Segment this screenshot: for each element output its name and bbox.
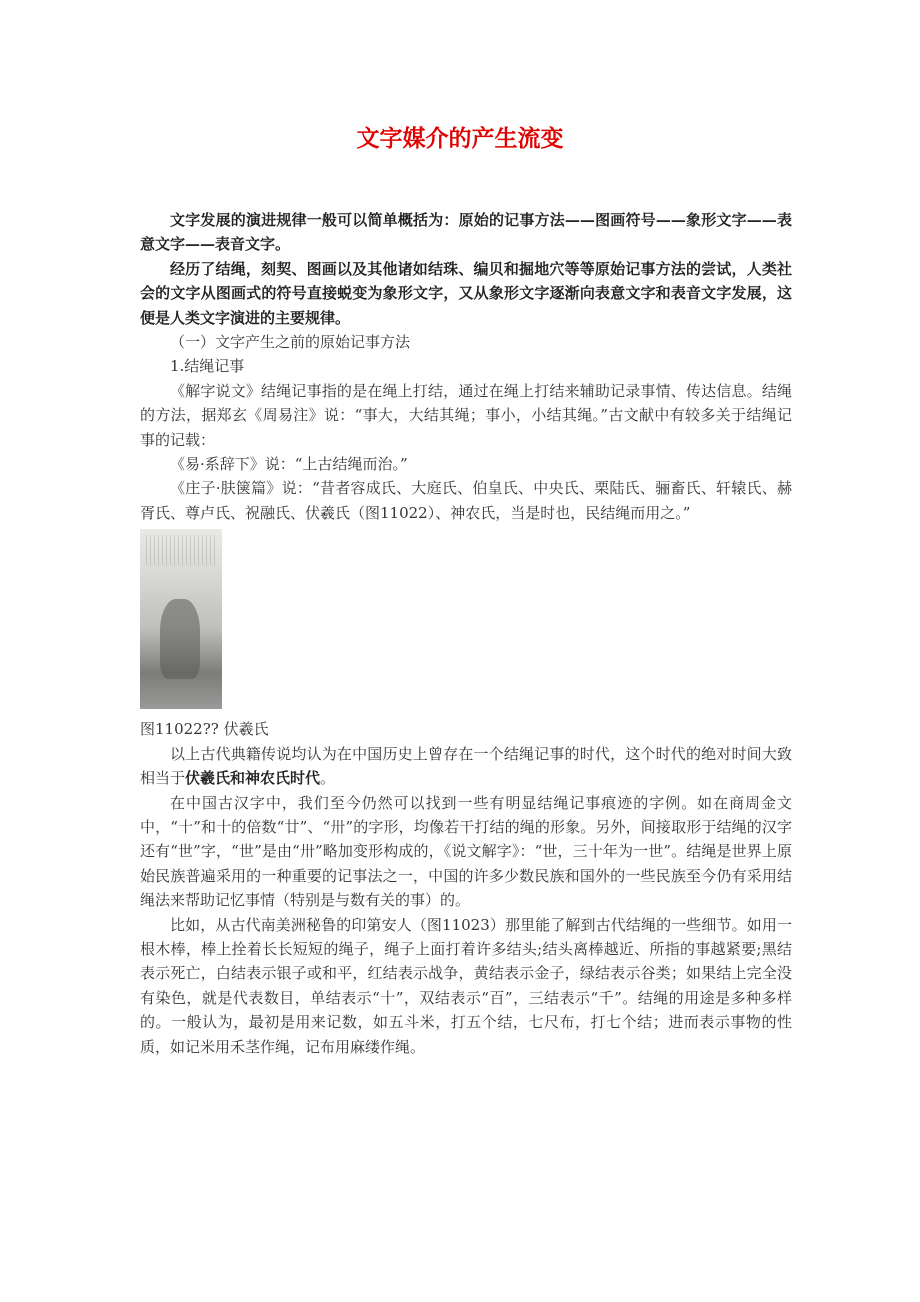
text: 。 xyxy=(320,769,336,788)
paragraph: 《解字说文》结绳记事指的是在绳上打结，通过在绳上打结来辅助记录事情、传达信息。结绳的方法，据郑玄《周易注》说：“事大，大结其绳；事小，小结其绳。”古文献中有较多关于结绳记事的记载： xyxy=(140,381,792,449)
subsection-heading: 1.结绳记事 xyxy=(170,357,245,376)
figure-caption: 图11022?? 伏羲氏 xyxy=(140,720,269,739)
section-heading: （一）文字产生之前的原始记事方法 xyxy=(170,333,411,352)
paragraph xyxy=(140,742,792,791)
document-body xyxy=(140,208,792,1059)
fuxi-painting-image xyxy=(140,529,222,709)
paragraph: 在中国古汉字中，我们至今仍然可以找到一些有明显结绳记事痕迹的字例。如在商周金文中，“十”和十的倍数“廿”、“卅”的字形，均像若干打结的绳的形象。另外，间接取形于结绳的汉字还有“世”字，“世”是由“卅”略加变形构成的，《说文解字》：“世，三十年为一世”。结绳是世界上原始民族普遍采用的一种重要的记事法之一，中国的许多少数民族和国外的一些民族至今仍有采用结绳法来帮助记忆事情（特别是与数有关的事）的。 xyxy=(140,793,792,910)
text: 以上古代典籍传说均认为在中国历史上曾存在一个结绳记事的时代，这个时代的绝对时间大致相当于 xyxy=(140,744,792,788)
paragraph: 《庄子·肤箧篇》说：“昔者容成氏、大庭氏、伯皇氏、中央氏、栗陆氏、骊畜氏、轩辕氏、赫胥氏、尊卢氏、祝融氏、伏羲氏（图11022）、神农氏，当是时也，民结绳而用之。” xyxy=(140,479,792,522)
document-title: 文字媒介的产生流变 xyxy=(356,125,564,152)
paragraph-summary: 经历了结绳，刻契、图画以及其他诸如结珠、编贝和掘地穴等等原始记事方法的尝试，人类社会的文字从图画式的符号直接蜕变为象形文字，又从象形文字逐渐向表意文字和表音文字发展，这便是人类文字演进的主要规律。 xyxy=(140,259,792,327)
paragraph-intro: 文字发展的演进规律一般可以简单概括为：原始的记事方法——图画符号——象形文字——表意文字——表音文字。 xyxy=(140,211,792,254)
paragraph: 《易·系辞下》说：“上古结绳而治。” xyxy=(170,455,408,474)
paragraph: 比如，从古代南美洲秘鲁的印第安人（图11023）那里能了解到古代结绳的一些细节。如用一根木棒，棒上拴着长长短短的绳子，绳子上面打着许多结头;结头离棒越近、所指的事越紧要;黑结表示死亡，白结表示银子或和平，红结表示战争，黄结表示金子，绿结表示谷类；如果结上完全没有染色，就是代表数目，单结表示“十”，双结表示“百”，三结表示“千”。结绳的用途是多种多样的。一般认为，最初是用来记数，如五斗米，打五个结，七尺布，打七个结；进而表示事物的性质，如记米用禾茎作绳，记布用麻缕作绳。 xyxy=(140,915,792,1056)
bold-text: 伏羲氏和神农氏时代 xyxy=(185,769,321,788)
